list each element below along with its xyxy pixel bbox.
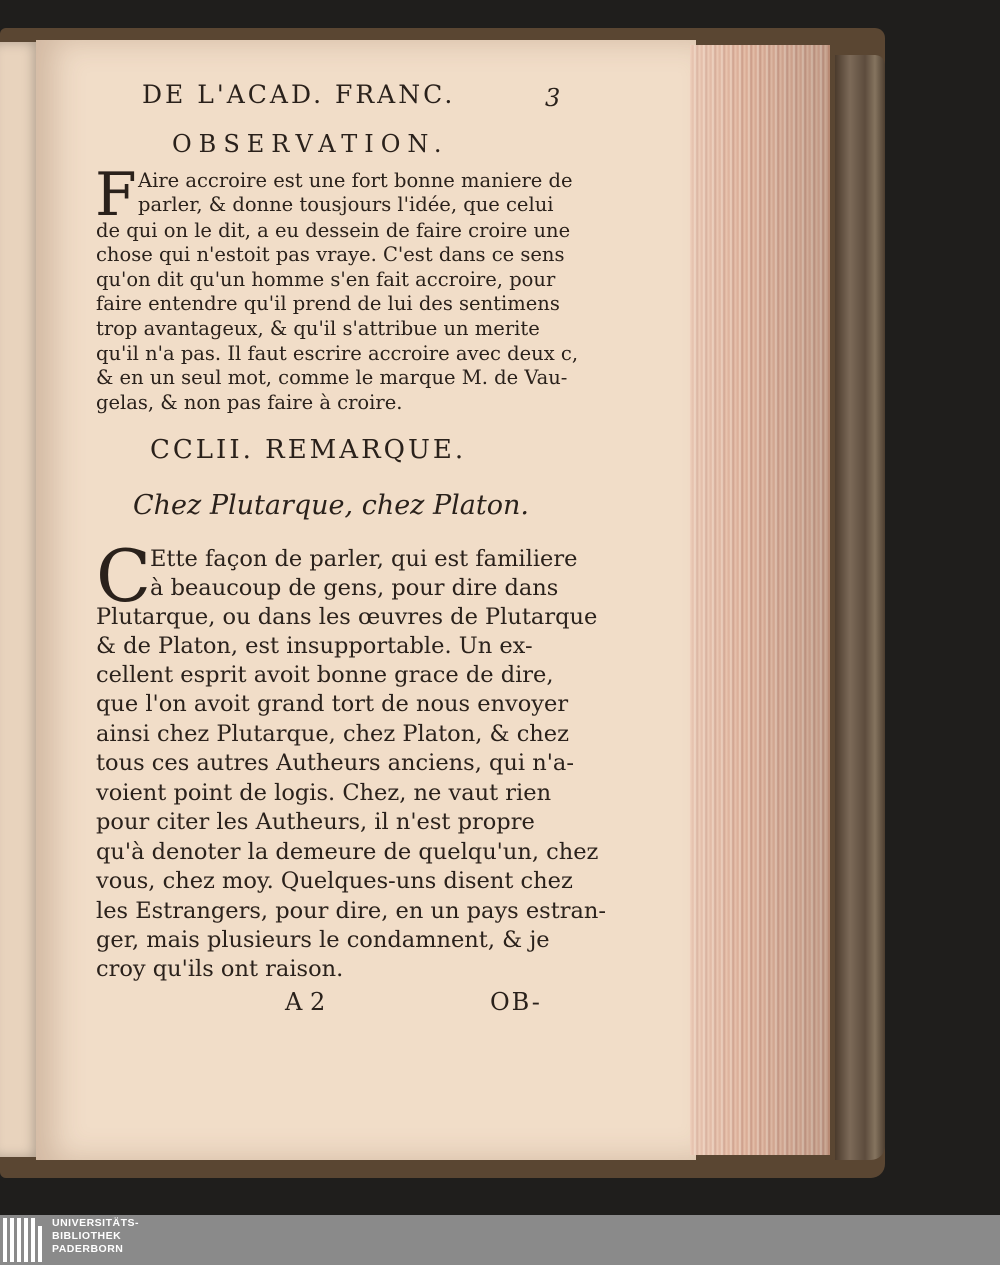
library-name-line: UNIVERSITÄTS-	[52, 1217, 140, 1229]
remark-title: CCLII. REMARQUE.	[150, 435, 467, 465]
observation-dropcap: F	[95, 160, 137, 230]
text-line: ger, mais plusieurs le condamnent, & je	[96, 927, 550, 953]
text-line: parler, & donne tousjours l'idée, que celui	[138, 193, 554, 216]
library-footer	[0, 1215, 1000, 1265]
text-line: à beaucoup de gens, pour dire dans	[150, 575, 559, 601]
book-spine-edge	[835, 55, 885, 1160]
text-line: Aire accroire est une fort bonne maniere de	[138, 169, 573, 192]
text-line: Ette façon de parler, qui est familiere	[150, 546, 578, 572]
text-line: les Estrangers, pour dire, en un pays estran-	[96, 898, 607, 924]
text-line: cellent esprit avoit bonne grace de dire,	[96, 662, 554, 688]
remark-dropcap: C	[96, 534, 152, 618]
library-name	[52, 1217, 139, 1256]
text-line: tous ces autres Autheurs anciens, qui n'a-	[96, 750, 574, 776]
text-line: ainsi chez Plutarque, chez Platon, & chez	[96, 721, 569, 747]
text-line: gelas, & non pas faire à croire.	[96, 391, 403, 414]
text-line: qu'il n'a pas. Il faut escrire accroire avec deux c,	[96, 342, 579, 365]
text-line: faire entendre qu'il prend de lui des sentimens	[96, 292, 560, 315]
text-line: que l'on avoit grand tort de nous envoyer	[96, 691, 569, 717]
text-line: trop avantageux, & qu'il s'attribue un merite	[96, 317, 540, 340]
remark-subhead: Chez Plutarque, chez Platon.	[133, 490, 529, 521]
observation-title: OBSERVATION.	[172, 130, 449, 158]
signature-mark: A 2	[285, 988, 326, 1016]
text-line: vous, chez moy. Quelques-uns disent chez	[96, 868, 573, 894]
text-line: de qui on le dit, a eu dessein de faire croire une	[96, 219, 571, 242]
text-line: & de Platon, est insupportable. Un ex-	[96, 633, 533, 659]
barcode-logo-icon	[0, 1215, 48, 1265]
text-line: qu'à denoter la demeure de quelqu'un, chez	[96, 839, 599, 865]
library-name-line: PADERBORN	[52, 1243, 124, 1255]
text-line: qu'on dit qu'un homme s'en fait accroire, pour	[96, 268, 556, 291]
text-line: voient point de logis. Chez, ne vaut rien	[96, 780, 552, 806]
text-line: & en un seul mot, comme le marque M. de Vau-	[96, 366, 568, 389]
catchword: OB-	[490, 988, 542, 1016]
text-line: Plutarque, ou dans les œuvres de Plutarque	[96, 604, 598, 630]
page-number: 3	[545, 84, 561, 112]
text-line: pour citer les Autheurs, il n'est propre	[96, 809, 535, 835]
text-line: chose qui n'estoit pas vraye. C'est dans ce sens	[96, 243, 565, 266]
text-line: croy qu'ils ont raison.	[96, 956, 344, 982]
library-name-line: BIBLIOTHEK	[52, 1230, 122, 1242]
running-head: DE L'ACAD. FRANC.	[142, 80, 456, 109]
